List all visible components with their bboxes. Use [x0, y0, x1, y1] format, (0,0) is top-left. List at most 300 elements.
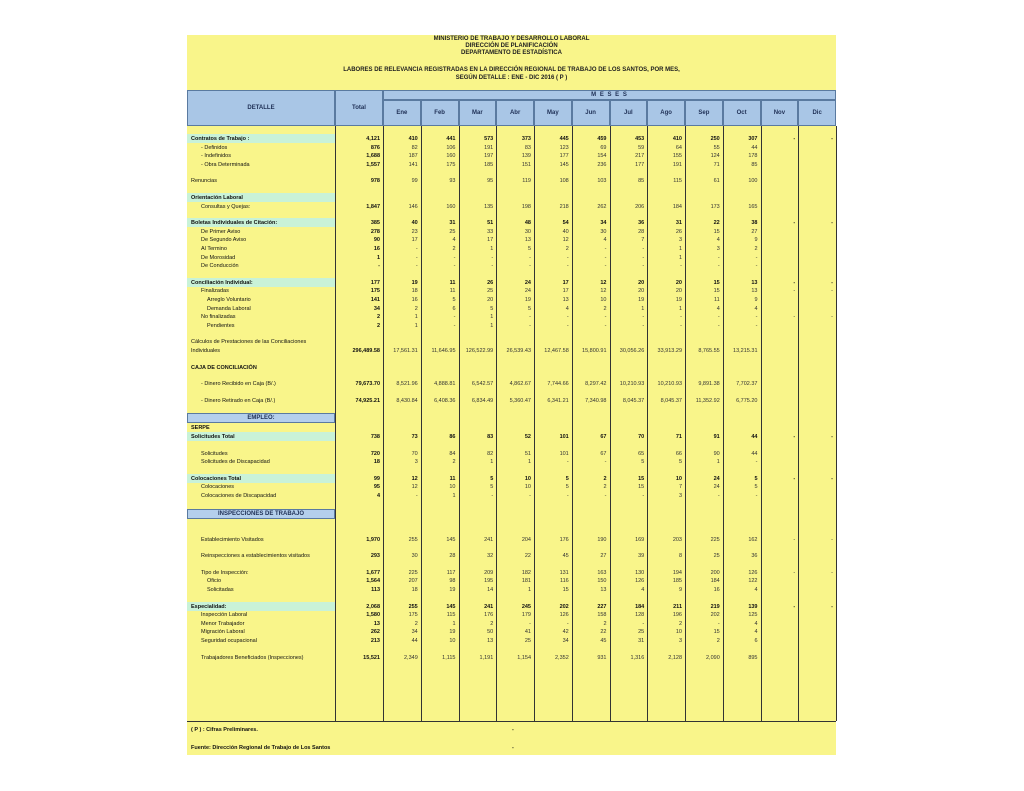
month-cell-dic: - — [831, 569, 833, 576]
month-cell-ene: - — [415, 263, 418, 270]
month-cell-jul: 20 — [638, 288, 645, 295]
month-cell-sep: 15 — [713, 279, 720, 286]
month-cell-mar: - — [491, 254, 494, 261]
month-cell-ago: 2,128 — [668, 654, 682, 661]
month-cell-abr: - — [529, 314, 531, 321]
month-cell-mar: 83 — [487, 434, 494, 440]
month-cell-ago: - — [680, 263, 682, 270]
table-row — [187, 492, 836, 500]
row-label: De Segundo Aviso — [201, 237, 247, 244]
month-cell-abr: 10 — [524, 484, 531, 491]
row-total: 1,688 — [366, 153, 380, 160]
month-cell-sep: 202 — [710, 612, 720, 619]
month-cell-jun: 30 — [600, 228, 607, 235]
row-total: 177 — [370, 279, 380, 286]
month-cell-abr: 5 — [527, 246, 531, 252]
table-row — [187, 279, 836, 287]
month-cell-jun: 262 — [597, 203, 607, 210]
month-cell-abr: 52 — [524, 434, 531, 440]
row-label: Pendientes — [207, 322, 235, 329]
month-cell-mar: 185 — [484, 161, 494, 168]
report-subtitle: SEGÚN DETALLE : ENE - DIC 2016 ( P ) — [455, 75, 568, 81]
month-cell-oct: 122 — [748, 578, 758, 585]
month-cell-jun: 2 — [603, 475, 607, 482]
row-total: 262 — [370, 629, 380, 636]
row-total: 4 — [376, 493, 380, 499]
month-cell-ago: 10 — [675, 629, 682, 636]
month-header-feb: Feb — [421, 100, 459, 126]
month-cell-oct: 6,775.20 — [736, 397, 758, 404]
month-cell-mar: 5 — [490, 475, 494, 482]
report-sheet — [187, 35, 836, 755]
month-header-sep: Sep — [685, 100, 723, 126]
table-row — [187, 245, 836, 253]
month-cell-nov: - — [793, 279, 796, 286]
row-label: De Conducción — [201, 263, 239, 270]
month-cell-ene: 18 — [411, 288, 418, 295]
month-cell-jul: 5 — [641, 459, 645, 466]
month-cell-sep: 2,090 — [705, 654, 720, 661]
month-cell-oct: 44 — [751, 144, 758, 151]
month-cell-abr: 119 — [522, 178, 531, 185]
month-cell-oct: 38 — [751, 220, 758, 227]
row-label: Especialidad: — [191, 603, 227, 610]
month-cell-mar: - — [491, 263, 494, 270]
month-cell-mar: 5 — [490, 484, 494, 491]
month-cell-ago: 66 — [675, 450, 682, 457]
month-cell-abr: 1 — [527, 587, 531, 593]
month-cell-jul: 59 — [638, 144, 645, 151]
month-cell-jun: 150 — [597, 578, 607, 585]
table-row — [187, 152, 836, 160]
month-cell-ago: 3 — [678, 493, 682, 499]
row-total: 385 — [370, 220, 380, 227]
month-cell-may: 15 — [562, 587, 569, 593]
month-cell-jul: 1,316 — [630, 654, 645, 661]
month-cell-ene: 187 — [408, 153, 418, 160]
month-cell-feb: - — [453, 314, 456, 321]
row-label: Al Termino — [201, 246, 227, 252]
table-row — [187, 236, 836, 244]
month-cell-jun: - — [604, 314, 607, 321]
row-label: - Definidos — [201, 144, 228, 151]
row-label: Establecimiento Visitados — [201, 536, 264, 543]
month-cell-ene: 2 — [414, 305, 418, 312]
month-cell-mar: 241 — [484, 536, 494, 543]
month-cell-ago: 8,045.37 — [660, 397, 682, 404]
month-cell-abr: 5 — [527, 305, 531, 312]
month-cell-ene: 73 — [411, 434, 418, 440]
month-cell-may: - — [566, 263, 569, 270]
month-cell-ene: 44 — [411, 638, 418, 644]
row-label: Individuales — [191, 348, 221, 354]
month-cell-ene: 2,349 — [403, 654, 418, 661]
row-label: Conciliación Individual: — [191, 279, 253, 286]
row-total: 296,489.58 — [352, 348, 380, 354]
month-cell-oct: - — [755, 314, 758, 321]
row-total: 74,925.21 — [355, 397, 380, 404]
table-row — [187, 287, 836, 295]
month-cell-mar: 26 — [487, 279, 494, 286]
month-cell-ago: 184 — [672, 203, 682, 210]
month-cell-oct: 4 — [754, 629, 758, 636]
month-cell-jun: 4 — [603, 237, 607, 244]
month-cell-jul: 1 — [641, 305, 645, 312]
row-label: Boletas Individuales de Citación: — [191, 220, 278, 227]
month-cell-ene: 70 — [411, 450, 418, 457]
month-cell-mar: 50 — [487, 629, 494, 636]
month-header-ene: Ene — [383, 100, 421, 126]
table-row — [187, 219, 836, 227]
row-label: CAJA DE CONCILIACIÓN — [191, 364, 257, 371]
month-cell-jul: 31 — [638, 638, 645, 644]
row-total: 4,121 — [366, 136, 380, 142]
row-label: Oficio — [207, 578, 222, 585]
month-cell-feb: 441 — [446, 136, 456, 142]
month-cell-ago: 19 — [675, 297, 682, 303]
month-cell-sep: 184 — [710, 578, 720, 585]
month-cell-ago: 5 — [678, 459, 682, 466]
month-cell-ene: 175 — [408, 612, 418, 619]
month-cell-jul: - — [642, 493, 645, 499]
month-cell-jul: 28 — [638, 228, 645, 235]
month-cell-jun: 227 — [597, 603, 607, 610]
month-cell-may: 12,467.58 — [544, 348, 569, 354]
month-cell-abr: 25 — [524, 638, 531, 644]
row-total: 18 — [373, 459, 380, 466]
month-cell-ene: 17 — [411, 237, 418, 244]
table-row — [187, 450, 836, 458]
month-cell-feb: 10 — [449, 638, 456, 644]
month-cell-oct: 4 — [754, 620, 758, 627]
month-cell-ene: 34 — [411, 629, 418, 636]
table-row — [187, 569, 836, 577]
directorate-title: DIRECCIÓN DE PLANIFICACIÓN — [465, 43, 558, 49]
month-cell-ene: 410 — [408, 136, 418, 142]
month-cell-sep: 11 — [714, 297, 720, 303]
month-cell-jun: 8,297.42 — [585, 381, 607, 388]
month-cell-jun: 27 — [600, 553, 607, 560]
month-cell-oct: 139 — [748, 603, 758, 610]
month-cell-feb: - — [453, 254, 456, 261]
section-header: EMPLEO: — [187, 413, 335, 423]
month-cell-ago: 211 — [673, 603, 682, 610]
month-cell-abr: 24 — [524, 288, 531, 295]
month-cell-ene: 255 — [408, 603, 418, 610]
month-cell-feb: 1 — [452, 620, 456, 627]
table-row — [187, 262, 836, 270]
table-row — [187, 552, 836, 560]
row-label: Cálculos de Prestaciones de las Conciliaciones — [191, 339, 307, 346]
row-label: Solicitudes Total — [191, 434, 235, 440]
month-cell-mar: - — [491, 493, 494, 499]
row-total: 720 — [370, 450, 380, 457]
month-cell-abr: 30 — [524, 228, 531, 235]
month-cell-jul: 15 — [638, 484, 645, 491]
month-cell-jun: 12 — [600, 288, 607, 295]
row-total: 95 — [373, 484, 380, 491]
month-header-jul: Jul — [610, 100, 648, 126]
month-cell-may: 17 — [562, 288, 569, 295]
month-cell-may: 4 — [565, 305, 569, 312]
row-total: 2 — [376, 314, 380, 321]
row-label: - Dinero Recibido en Caja (B/.) — [201, 381, 276, 388]
month-cell-may: 42 — [562, 629, 569, 636]
month-cell-feb: 84 — [449, 450, 456, 457]
month-cell-jul: 19 — [638, 297, 645, 303]
row-label: De Primer Aviso — [201, 228, 241, 235]
month-cell-sep: 124 — [710, 153, 720, 160]
month-cell-ago: 1 — [678, 254, 682, 261]
month-cell-feb: 160 — [446, 203, 456, 210]
month-cell-sep: 15 — [713, 228, 720, 235]
month-cell-jun: 13 — [600, 587, 607, 593]
month-cell-oct: 125 — [748, 612, 758, 619]
month-cell-feb: - — [453, 263, 456, 270]
month-cell-ago: 410 — [672, 136, 682, 142]
month-cell-jun: 103 — [597, 178, 607, 185]
month-cell-ene: 3 — [414, 459, 418, 466]
table-row — [187, 364, 836, 372]
department-title: DEPARTAMENTO DE ESTADÍSTICA — [461, 50, 562, 56]
month-cell-ene: 99 — [411, 178, 418, 185]
month-cell-jul: 453 — [635, 136, 645, 142]
ministry-title: MINISTERIO DE TRABAJO Y DESARROLLO LABORAL — [433, 36, 590, 42]
month-cell-dic: - — [831, 288, 833, 295]
month-cell-ago: 194 — [672, 569, 682, 576]
month-cell-jul: 4 — [641, 587, 645, 593]
table-row — [187, 161, 836, 169]
row-label: Renuncias — [191, 178, 217, 185]
month-cell-ene: - — [415, 254, 418, 261]
month-cell-jul: 20 — [638, 279, 645, 286]
month-cell-ago: 9 — [678, 587, 682, 593]
preliminary-note: ( P ) : Cifras Preliminares. — [191, 727, 258, 733]
month-cell-ago: 33,913.29 — [657, 348, 682, 354]
row-label: Colocaciones de Discapacidad — [201, 493, 277, 499]
month-cell-nov: - — [793, 288, 796, 295]
month-cell-feb: 28 — [449, 553, 456, 560]
month-cell-abr: 4,862.67 — [509, 381, 531, 388]
month-cell-oct: 162 — [748, 536, 758, 543]
month-cell-may: 108 — [559, 178, 569, 185]
month-cell-jul: 10,210.93 — [619, 381, 645, 388]
month-cell-sep: 219 — [710, 603, 720, 610]
month-cell-abr: 26,539.43 — [506, 348, 531, 354]
month-cell-ene: 225 — [408, 569, 418, 576]
month-cell-ene: 12 — [411, 484, 418, 491]
month-cell-jun: 67 — [600, 434, 607, 440]
month-cell-oct: 895 — [748, 654, 758, 661]
month-cell-feb: 115 — [446, 612, 456, 619]
month-cell-abr: - — [529, 254, 531, 261]
month-cell-feb: 106 — [446, 144, 456, 151]
month-cell-may: 101 — [559, 434, 569, 440]
month-cell-ene: - — [415, 493, 418, 499]
month-cell-ago: 1 — [678, 246, 682, 252]
month-cell-jun: - — [604, 459, 607, 466]
month-cell-ago: 31 — [675, 220, 682, 227]
month-cell-mar: 573 — [484, 136, 494, 142]
month-cell-mar: 6,834.49 — [471, 397, 494, 404]
month-cell-feb: 4,888.81 — [434, 381, 456, 388]
month-cell-sep: 16 — [713, 587, 720, 593]
month-cell-feb: 19 — [449, 629, 456, 636]
month-cell-ene: 12 — [411, 475, 418, 482]
row-total: 141 — [370, 297, 380, 303]
month-cell-jul: - — [642, 620, 645, 627]
month-cell-ago: - — [680, 314, 682, 321]
row-total: 2,068 — [366, 603, 380, 610]
month-cell-abr: 245 — [521, 603, 531, 610]
footer-dash-1: - — [512, 727, 514, 733]
row-total: 1,564 — [366, 578, 380, 585]
month-cell-jun: 154 — [597, 153, 607, 160]
month-cell-sep: 250 — [710, 136, 720, 142]
month-cell-may: 101 — [559, 450, 569, 457]
month-cell-abr: - — [529, 263, 531, 270]
month-cell-may: 5 — [565, 475, 569, 482]
month-cell-ago: 7 — [678, 484, 682, 491]
month-cell-ago: 71 — [675, 434, 682, 440]
month-cell-may: 176 — [559, 536, 569, 543]
table-row — [187, 611, 836, 619]
month-cell-abr: 24 — [524, 279, 531, 286]
month-cell-may: 17 — [562, 279, 569, 286]
month-cell-jul: 184 — [635, 603, 645, 610]
month-cell-sep: 15 — [713, 629, 720, 636]
month-cell-oct: 100 — [748, 178, 758, 185]
month-header-ago: Ago — [647, 100, 685, 126]
month-cell-oct: 4 — [754, 305, 758, 312]
month-cell-feb: - — [453, 322, 456, 329]
month-cell-may: 445 — [559, 136, 569, 142]
month-cell-feb: 6 — [452, 305, 456, 312]
month-cell-mar: 17 — [487, 237, 494, 244]
month-cell-sep: 15 — [713, 288, 720, 295]
month-cell-ago: 10,210.93 — [657, 381, 682, 388]
row-total: 978 — [370, 178, 380, 185]
month-cell-abr: 22 — [524, 553, 531, 560]
month-cell-mar: 2 — [490, 620, 494, 627]
row-label: Colocaciones Total — [191, 475, 242, 482]
month-cell-mar: 14 — [487, 587, 494, 593]
row-total: - — [378, 263, 380, 270]
month-cell-may: 6,341.21 — [547, 397, 569, 404]
month-cell-jul: - — [642, 263, 645, 270]
month-cell-jul: 128 — [635, 612, 645, 619]
month-cell-sep: 25 — [713, 553, 720, 560]
month-cell-may: 2 — [565, 246, 569, 252]
section-header: INSPECCIONES DE TRABAJO — [187, 509, 335, 519]
month-cell-oct: 9 — [754, 297, 758, 303]
row-total: 2 — [376, 322, 380, 329]
row-total: 34 — [373, 305, 380, 312]
month-cell-oct: 27 — [751, 228, 758, 235]
month-cell-jul: - — [642, 322, 645, 329]
month-cell-feb: 4 — [452, 237, 456, 244]
month-cell-oct: - — [755, 263, 758, 270]
month-cell-may: 34 — [562, 638, 569, 644]
month-cell-oct: - — [755, 493, 758, 499]
month-cell-oct: 13 — [751, 288, 758, 295]
row-label: Arreglo Voluntario — [207, 297, 251, 303]
month-cell-feb: 11,646.95 — [431, 348, 456, 354]
month-cell-oct: 307 — [748, 136, 758, 142]
row-total: 1,580 — [366, 612, 380, 619]
row-total: 16 — [373, 246, 380, 252]
month-cell-abr: 181 — [521, 578, 531, 585]
month-cell-sep: 4 — [716, 305, 720, 312]
month-cell-ago: 1 — [678, 305, 682, 312]
month-cell-mar: 1 — [490, 322, 494, 329]
month-cell-may: 131 — [559, 569, 569, 576]
month-cell-dic: - — [831, 434, 833, 440]
month-cell-ago: 185 — [672, 578, 682, 585]
month-cell-may: 145 — [559, 161, 569, 168]
row-total: 175 — [370, 288, 380, 295]
month-cell-feb: 86 — [449, 434, 456, 440]
month-cell-ago: 10 — [675, 475, 682, 482]
month-cell-oct: - — [755, 459, 758, 466]
month-cell-abr: 182 — [521, 569, 531, 576]
month-cell-dic: - — [831, 279, 833, 286]
month-cell-feb: 19 — [449, 587, 456, 593]
month-cell-ene: 1 — [414, 322, 418, 329]
row-total: 90 — [373, 237, 380, 244]
month-cell-oct: - — [755, 254, 758, 261]
row-label: Solicitudes — [201, 450, 228, 457]
month-cell-may: 177 — [559, 153, 569, 160]
row-label: Trabajadores Beneficiados (Inspecciones) — [201, 654, 304, 661]
month-cell-mar: 82 — [487, 450, 494, 457]
table-row — [187, 577, 836, 585]
month-cell-ene: 40 — [411, 220, 418, 227]
month-cell-jul: 126 — [635, 578, 645, 585]
row-total: 1,847 — [366, 203, 380, 210]
month-cell-mar: 25 — [487, 288, 494, 295]
month-cell-oct: 5 — [754, 484, 758, 491]
month-cell-abr: 1 — [527, 459, 531, 466]
month-cell-jun: 931 — [597, 654, 607, 661]
month-cell-mar: 176 — [484, 612, 494, 619]
month-cell-jun: 158 — [597, 612, 607, 619]
month-cell-nov: - — [793, 220, 796, 227]
month-cell-jul: 36 — [638, 220, 645, 227]
month-cell-mar: 1 — [490, 246, 494, 252]
month-cell-mar: 20 — [487, 297, 494, 303]
row-label: Seguridad ocupacional — [201, 638, 257, 644]
month-cell-sep: 90 — [713, 450, 720, 457]
month-cell-jul: 206 — [635, 203, 645, 210]
month-cell-abr: 10 — [524, 475, 531, 482]
month-cell-feb: 93 — [449, 178, 456, 185]
report-title: LABORES DE RELEVANCIA REGISTRADAS EN LA DIRECCIÓN REGIONAL DE TRABAJO DE LOS SANTOS, POR MES, — [343, 67, 680, 73]
month-cell-nov: - — [793, 136, 796, 142]
month-cell-ene: 16 — [411, 297, 418, 303]
month-cell-feb: 160 — [446, 153, 456, 160]
month-cell-feb: 1,115 — [442, 654, 456, 661]
row-total: 1,970 — [366, 536, 380, 543]
month-cell-may: - — [566, 493, 569, 499]
month-cell-mar: 241 — [484, 603, 494, 610]
table-row — [187, 203, 836, 211]
month-cell-may: 126 — [559, 612, 569, 619]
month-cell-jun: - — [604, 254, 607, 261]
month-cell-mar: 195 — [484, 578, 494, 585]
table-row — [187, 586, 836, 594]
row-label: Colocaciones — [201, 484, 235, 491]
